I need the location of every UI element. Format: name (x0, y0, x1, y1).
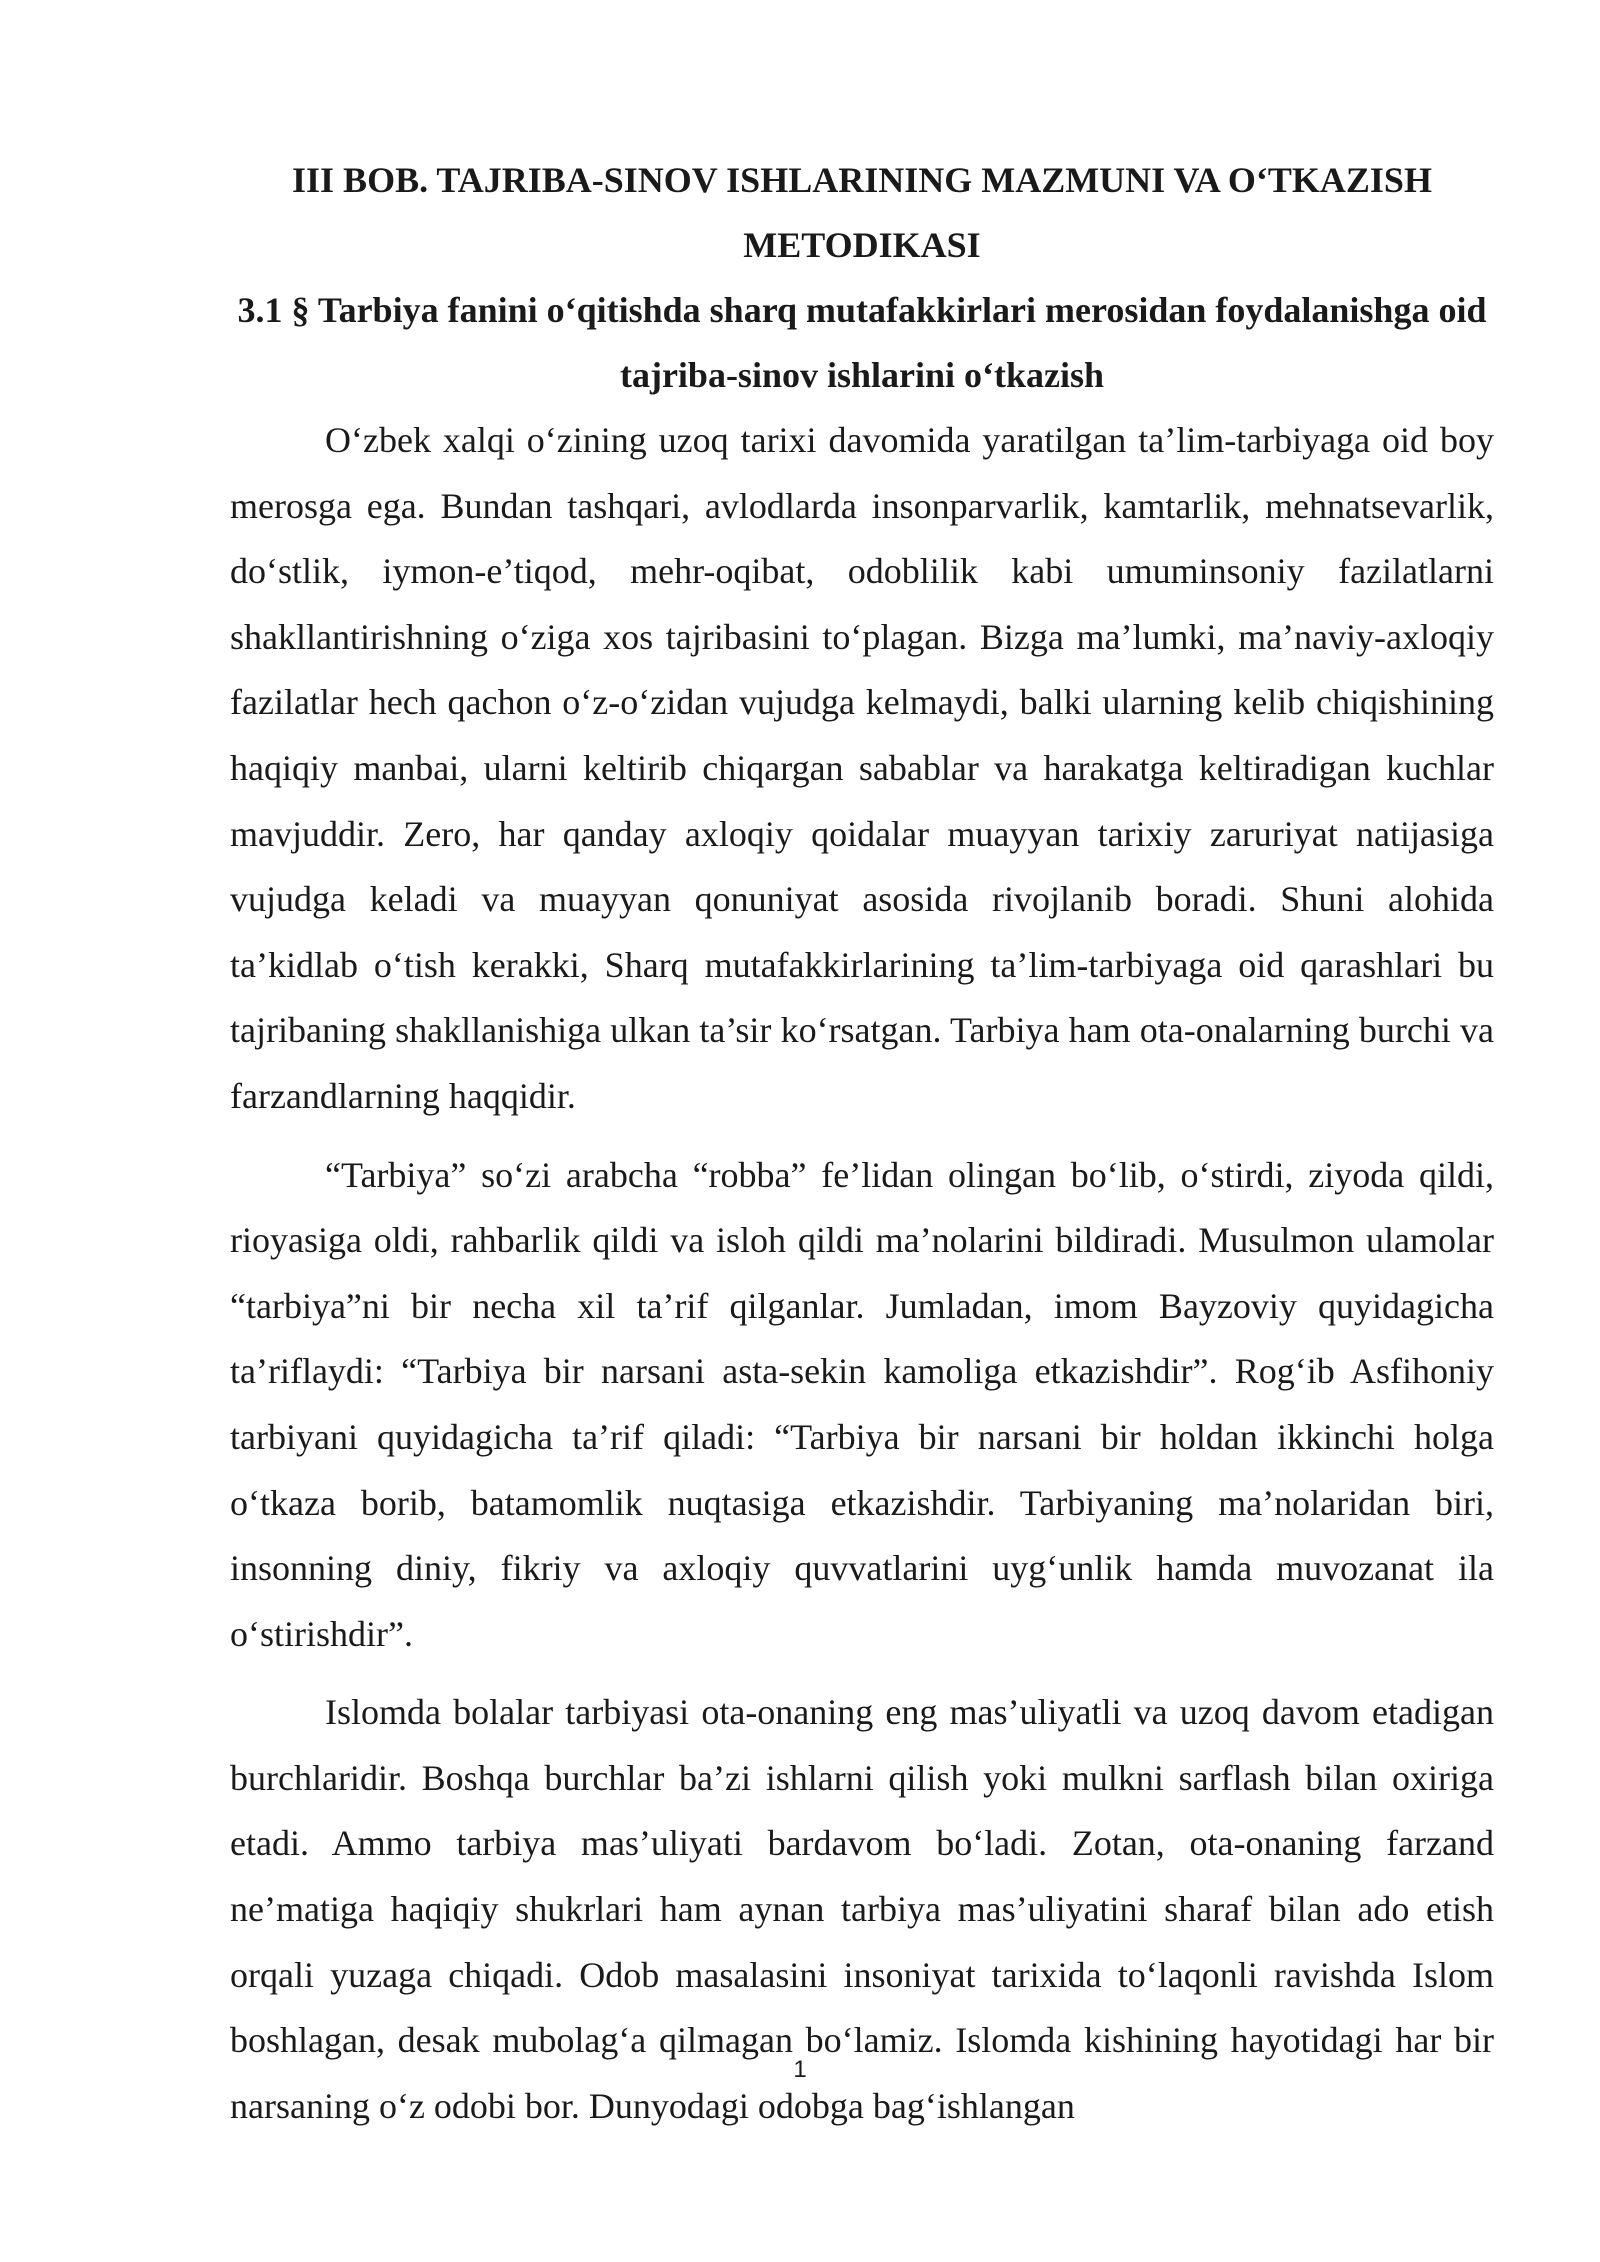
section-title: 3.1 § Tarbiya fanini o‘qitishda sharq mutafakkirlari merosidan foydalanishga oid tajriba-sinov ishlarini o‘tkazish (237, 290, 1487, 395)
page-number: 1 (793, 2056, 807, 2083)
document-page (230, 148, 1494, 2139)
paragraph-2: “Tarbiya” so‘zi arabcha “robba” fe’lidan olingan bo‘lib, o‘stirdi, ziyoda qildi, rioyasiga oldi, rahbarlik qildi va isloh qildi ma’nolarini bildiradi. Musulmon ulamolar “tarbiya”ni bir necha xil ta’rif qilganlar. Jumladan, imom Bayzoviy quyidagicha ta’riflaydi: “Tarbiya bir narsani asta-sekin kamoliga etkazishdir”. Rog‘ib Asfihoniy tarbiyani quyidagicha ta’rif qiladi: “Tarbiya bir narsani bir holdan ikkinchi holga o‘tkaza borib, batamomlik nuqtasiga etkazishdir. Tarbiyaning ma’nolaridan biri, insonning diniy, fikriy va axloqiy quvvatlarini uyg‘unlik hamda muvozanat ila o‘stirishdir”. (230, 1154, 1494, 1654)
chapter-title: III BOB. TAJRIBA-SINOV ISHLARINING MAZMUNI VA O‘TKAZISH METODIKASI (292, 160, 1432, 265)
paragraph-3: Islomda bolalar tarbiyasi ota-onaning eng mas’uliyatli va uzoq davom etadigan burchlaridir. Boshqa burchlar ba’zi ishlarni qilish yoki mulkni sarflash bilan oxiriga etadi. Ammo tarbiya mas’uliyati bardavom bo‘ladi. Zotan, ota-onaning farzand ne’matiga haqiqiy shukrlari ham aynan tarbiya mas’uliyatini sharaf bilan ado etish orqali yuzaga chiqadi. Odob masalasini insoniyat tarixida to‘laqonli ravishda Islom boshlagan, desak mubolag‘a qilmagan bo‘lamiz. Islomda kishining hayotidagi har bir narsaning o‘z odobi bor. Dunyodagi odobga bag‘ishlangan (230, 1692, 1494, 2126)
paragraph-1: O‘zbek xalqi o‘zining uzoq tarixi davomida yaratilgan ta’lim-tarbiyaga oid boy merosga ega. Bundan tashqari, avlodlarda insonparvarlik, kamtarlik, mehnatsevarlik, do‘stlik, iymon-e’tiqod, mehr-oqibat, odoblilik kabi umuminsoniy fazilatlarni shakllantirishning o‘ziga xos tajribasini to‘plagan. Bizga ma’lumki, ma’naviy-axloqiy fazilatlar hech qachon o‘z-o‘zidan vujudga kelmaydi, balki ularning kelib chiqishining haqiqiy manbai, ularni keltirib chiqargan sabablar va harakatga keltiradigan kuchlar mavjuddir. Zero, har qanday axloqiy qoidalar muayyan tarixiy zaruriyat natijasiga vujudga keladi va muayyan qonuniyat asosida rivojlanib boradi. Shuni alohida ta’kidlab o‘tish kerakki, Sharq mutafakkirlarining ta’lim-tarbiyaga oid qarashlari bu tajribaning shakllanishiga ulkan ta’sir ko‘rsatgan. Tarbiya ham ota-onalarning burchi va farzandlarning haqqidir. (230, 420, 1494, 1116)
